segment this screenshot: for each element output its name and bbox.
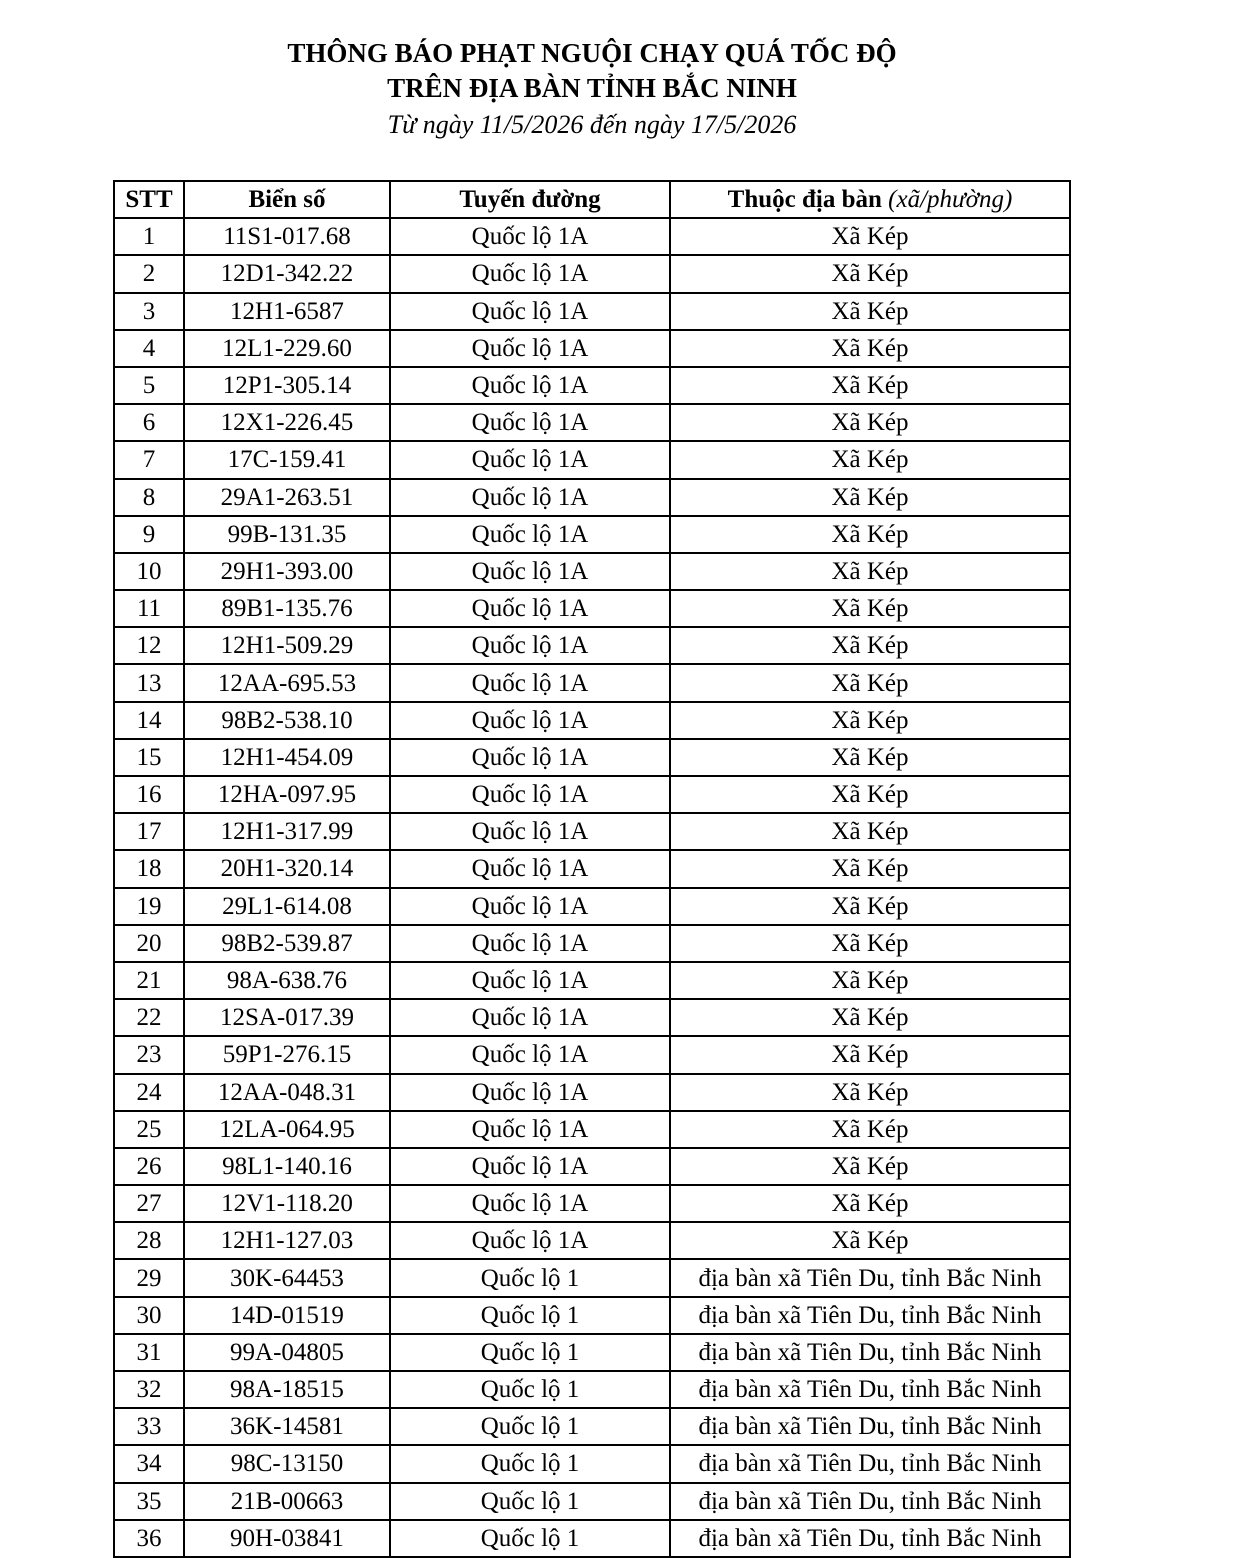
cell-road: Quốc lộ 1A bbox=[390, 553, 670, 590]
table-row bbox=[114, 850, 1070, 887]
cell-area: Xã Kép bbox=[670, 1222, 1070, 1259]
cell-area: Xã Kép bbox=[670, 664, 1070, 701]
table-row bbox=[114, 702, 1070, 739]
cell-plate: 98C-13150 bbox=[184, 1445, 390, 1482]
table-row bbox=[114, 962, 1070, 999]
cell-area: Xã Kép bbox=[670, 925, 1070, 962]
table-row bbox=[114, 1334, 1070, 1371]
cell-stt: 22 bbox=[114, 999, 184, 1036]
table-row bbox=[114, 479, 1070, 516]
cell-area: Xã Kép bbox=[670, 1185, 1070, 1222]
cell-road: Quốc lộ 1A bbox=[390, 1185, 670, 1222]
cell-road: Quốc lộ 1A bbox=[390, 441, 670, 478]
cell-road: Quốc lộ 1A bbox=[390, 962, 670, 999]
cell-plate: 12H1-6587 bbox=[184, 293, 390, 330]
cell-road: Quốc lộ 1A bbox=[390, 255, 670, 292]
table-row bbox=[114, 813, 1070, 850]
cell-stt: 9 bbox=[114, 516, 184, 553]
cell-road: Quốc lộ 1A bbox=[390, 479, 670, 516]
cell-plate: 30K-64453 bbox=[184, 1259, 390, 1296]
cell-stt: 31 bbox=[114, 1334, 184, 1371]
cell-area: địa bàn xã Tiên Du, tỉnh Bắc Ninh bbox=[670, 1297, 1070, 1334]
header-area bbox=[670, 181, 1070, 218]
table-row bbox=[114, 1111, 1070, 1148]
document-title-line-2: TRÊN ĐỊA BÀN TỈNH BẮC NINH bbox=[387, 73, 797, 103]
cell-plate: 12AA-695.53 bbox=[184, 664, 390, 701]
table-row bbox=[114, 627, 1070, 664]
table-row bbox=[114, 1259, 1070, 1296]
cell-stt: 17 bbox=[114, 813, 184, 850]
cell-stt: 8 bbox=[114, 479, 184, 516]
cell-plate: 20H1-320.14 bbox=[184, 850, 390, 887]
cell-stt: 2 bbox=[114, 255, 184, 292]
cell-stt: 15 bbox=[114, 739, 184, 776]
cell-road: Quốc lộ 1A bbox=[390, 702, 670, 739]
cell-area: Xã Kép bbox=[670, 404, 1070, 441]
cell-road: Quốc lộ 1A bbox=[390, 293, 670, 330]
table-row bbox=[114, 888, 1070, 925]
cell-plate: 12D1-342.22 bbox=[184, 255, 390, 292]
cell-area: Xã Kép bbox=[670, 627, 1070, 664]
header-road: Tuyến đường bbox=[390, 181, 670, 218]
cell-stt: 29 bbox=[114, 1259, 184, 1296]
cell-plate: 12V1-118.20 bbox=[184, 1185, 390, 1222]
cell-plate: 99B-131.35 bbox=[184, 516, 390, 553]
cell-area: Xã Kép bbox=[670, 516, 1070, 553]
cell-plate: 17C-159.41 bbox=[184, 441, 390, 478]
document-title: THÔNG BÁO PHẠT NGUỘI CHẠY QUÁ TỐC ĐỘ bbox=[287, 38, 897, 68]
cell-area: Xã Kép bbox=[670, 962, 1070, 999]
table-row bbox=[114, 1185, 1070, 1222]
cell-stt: 28 bbox=[114, 1222, 184, 1259]
table-row bbox=[114, 925, 1070, 962]
table-row bbox=[114, 330, 1070, 367]
cell-plate: 59P1-276.15 bbox=[184, 1036, 390, 1073]
cell-road: Quốc lộ 1 bbox=[390, 1371, 670, 1408]
cell-area: Xã Kép bbox=[670, 702, 1070, 739]
cell-area: Xã Kép bbox=[670, 330, 1070, 367]
table-row bbox=[114, 1297, 1070, 1334]
cell-plate: 90H-03841 bbox=[184, 1520, 390, 1557]
cell-stt: 32 bbox=[114, 1371, 184, 1408]
cell-road: Quốc lộ 1A bbox=[390, 776, 670, 813]
cell-plate: 36K-14581 bbox=[184, 1408, 390, 1445]
table-row bbox=[114, 664, 1070, 701]
cell-area: Xã Kép bbox=[670, 367, 1070, 404]
cell-plate: 21B-00663 bbox=[184, 1483, 390, 1520]
table-row bbox=[114, 367, 1070, 404]
cell-plate: 98B2-539.87 bbox=[184, 925, 390, 962]
cell-road: Quốc lộ 1A bbox=[390, 664, 670, 701]
cell-plate: 99A-04805 bbox=[184, 1334, 390, 1371]
cell-area: Xã Kép bbox=[670, 813, 1070, 850]
cell-stt: 25 bbox=[114, 1111, 184, 1148]
cell-plate: 98B2-538.10 bbox=[184, 702, 390, 739]
table-row bbox=[114, 1148, 1070, 1185]
header-area-note: (xã/phường) bbox=[888, 186, 1013, 214]
cell-area: Xã Kép bbox=[670, 479, 1070, 516]
cell-plate: 29H1-393.00 bbox=[184, 553, 390, 590]
cell-stt: 14 bbox=[114, 702, 184, 739]
cell-area: địa bàn xã Tiên Du, tỉnh Bắc Ninh bbox=[670, 1334, 1070, 1371]
cell-area: Xã Kép bbox=[670, 1036, 1070, 1073]
cell-road: Quốc lộ 1A bbox=[390, 516, 670, 553]
table-row bbox=[114, 441, 1070, 478]
cell-stt: 13 bbox=[114, 664, 184, 701]
table-row bbox=[114, 404, 1070, 441]
cell-road: Quốc lộ 1A bbox=[390, 1036, 670, 1073]
cell-stt: 36 bbox=[114, 1520, 184, 1557]
cell-road: Quốc lộ 1A bbox=[390, 888, 670, 925]
date-range-subtitle: Từ ngày 11/5/2026 đến ngày 17/5/2026 bbox=[387, 110, 797, 139]
cell-stt: 3 bbox=[114, 293, 184, 330]
table-header-row bbox=[114, 181, 1070, 218]
cell-stt: 5 bbox=[114, 367, 184, 404]
cell-road: Quốc lộ 1 bbox=[390, 1408, 670, 1445]
cell-stt: 23 bbox=[114, 1036, 184, 1073]
cell-plate: 12X1-226.45 bbox=[184, 404, 390, 441]
cell-area: địa bàn xã Tiên Du, tỉnh Bắc Ninh bbox=[670, 1371, 1070, 1408]
table-row bbox=[114, 553, 1070, 590]
cell-stt: 1 bbox=[114, 218, 184, 255]
header-area-label: Thuộc địa bàn bbox=[727, 186, 882, 214]
cell-road: Quốc lộ 1A bbox=[390, 739, 670, 776]
cell-plate: 29A1-263.51 bbox=[184, 479, 390, 516]
cell-plate: 98A-18515 bbox=[184, 1371, 390, 1408]
cell-stt: 21 bbox=[114, 962, 184, 999]
cell-area: Xã Kép bbox=[670, 1074, 1070, 1111]
table-row bbox=[114, 1222, 1070, 1259]
table-body bbox=[114, 218, 1070, 1557]
cell-plate: 14D-01519 bbox=[184, 1297, 390, 1334]
cell-area: địa bàn xã Tiên Du, tỉnh Bắc Ninh bbox=[670, 1259, 1070, 1296]
table-row bbox=[114, 255, 1070, 292]
cell-plate: 12AA-048.31 bbox=[184, 1074, 390, 1111]
cell-area: địa bàn xã Tiên Du, tỉnh Bắc Ninh bbox=[670, 1483, 1070, 1520]
table-row bbox=[114, 1036, 1070, 1073]
cell-stt: 33 bbox=[114, 1408, 184, 1445]
cell-road: Quốc lộ 1A bbox=[390, 218, 670, 255]
cell-area: địa bàn xã Tiên Du, tỉnh Bắc Ninh bbox=[670, 1445, 1070, 1482]
cell-road: Quốc lộ 1 bbox=[390, 1259, 670, 1296]
cell-road: Quốc lộ 1 bbox=[390, 1520, 670, 1557]
table-row bbox=[114, 293, 1070, 330]
cell-stt: 35 bbox=[114, 1483, 184, 1520]
table-row bbox=[114, 1520, 1070, 1557]
cell-stt: 26 bbox=[114, 1148, 184, 1185]
cell-area: Xã Kép bbox=[670, 293, 1070, 330]
cell-plate: 12LA-064.95 bbox=[184, 1111, 390, 1148]
cell-area: Xã Kép bbox=[670, 739, 1070, 776]
cell-plate: 12HA-097.95 bbox=[184, 776, 390, 813]
table-row bbox=[114, 590, 1070, 627]
cell-plate: 12H1-509.29 bbox=[184, 627, 390, 664]
cell-road: Quốc lộ 1A bbox=[390, 404, 670, 441]
cell-plate: 11S1-017.68 bbox=[184, 218, 390, 255]
table-row bbox=[114, 1408, 1070, 1445]
cell-road: Quốc lộ 1 bbox=[390, 1334, 670, 1371]
cell-area: Xã Kép bbox=[670, 1111, 1070, 1148]
cell-area: Xã Kép bbox=[670, 999, 1070, 1036]
cell-stt: 34 bbox=[114, 1445, 184, 1482]
cell-road: Quốc lộ 1 bbox=[390, 1483, 670, 1520]
cell-stt: 20 bbox=[114, 925, 184, 962]
cell-road: Quốc lộ 1A bbox=[390, 1148, 670, 1185]
cell-area: Xã Kép bbox=[670, 850, 1070, 887]
cell-plate: 12H1-127.03 bbox=[184, 1222, 390, 1259]
cell-plate: 12H1-454.09 bbox=[184, 739, 390, 776]
cell-plate: 12H1-317.99 bbox=[184, 813, 390, 850]
cell-road: Quốc lộ 1A bbox=[390, 330, 670, 367]
table-row bbox=[114, 999, 1070, 1036]
cell-road: Quốc lộ 1A bbox=[390, 1074, 670, 1111]
violations-table bbox=[113, 180, 1071, 1558]
cell-area: Xã Kép bbox=[670, 441, 1070, 478]
table-row bbox=[114, 1371, 1070, 1408]
cell-area: Xã Kép bbox=[670, 888, 1070, 925]
table-row bbox=[114, 1445, 1070, 1482]
cell-road: Quốc lộ 1A bbox=[390, 999, 670, 1036]
header-stt: STT bbox=[114, 181, 184, 218]
cell-stt: 19 bbox=[114, 888, 184, 925]
cell-road: Quốc lộ 1A bbox=[390, 925, 670, 962]
cell-road: Quốc lộ 1A bbox=[390, 813, 670, 850]
cell-area: Xã Kép bbox=[670, 776, 1070, 813]
cell-stt: 10 bbox=[114, 553, 184, 590]
cell-stt: 24 bbox=[114, 1074, 184, 1111]
cell-area: địa bàn xã Tiên Du, tỉnh Bắc Ninh bbox=[670, 1520, 1070, 1557]
cell-stt: 7 bbox=[114, 441, 184, 478]
cell-road: Quốc lộ 1A bbox=[390, 850, 670, 887]
table-row bbox=[114, 776, 1070, 813]
cell-plate: 98A-638.76 bbox=[184, 962, 390, 999]
cell-road: Quốc lộ 1A bbox=[390, 627, 670, 664]
cell-stt: 4 bbox=[114, 330, 184, 367]
cell-stt: 27 bbox=[114, 1185, 184, 1222]
cell-stt: 18 bbox=[114, 850, 184, 887]
table-row bbox=[114, 739, 1070, 776]
cell-stt: 11 bbox=[114, 590, 184, 627]
cell-stt: 30 bbox=[114, 1297, 184, 1334]
table-row bbox=[114, 218, 1070, 255]
cell-plate: 29L1-614.08 bbox=[184, 888, 390, 925]
table-row bbox=[114, 516, 1070, 553]
cell-stt: 12 bbox=[114, 627, 184, 664]
cell-plate: 12P1-305.14 bbox=[184, 367, 390, 404]
cell-area: Xã Kép bbox=[670, 553, 1070, 590]
cell-area: Xã Kép bbox=[670, 1148, 1070, 1185]
cell-plate: 98L1-140.16 bbox=[184, 1148, 390, 1185]
table-row bbox=[114, 1483, 1070, 1520]
cell-area: địa bàn xã Tiên Du, tỉnh Bắc Ninh bbox=[670, 1408, 1070, 1445]
cell-plate: 12SA-017.39 bbox=[184, 999, 390, 1036]
header-plate: Biển số bbox=[184, 181, 390, 218]
cell-road: Quốc lộ 1 bbox=[390, 1297, 670, 1334]
cell-stt: 16 bbox=[114, 776, 184, 813]
cell-road: Quốc lộ 1A bbox=[390, 1111, 670, 1148]
cell-road: Quốc lộ 1A bbox=[390, 367, 670, 404]
cell-road: Quốc lộ 1A bbox=[390, 1222, 670, 1259]
cell-plate: 89B1-135.76 bbox=[184, 590, 390, 627]
cell-plate: 12L1-229.60 bbox=[184, 330, 390, 367]
cell-area: Xã Kép bbox=[670, 255, 1070, 292]
cell-road: Quốc lộ 1A bbox=[390, 590, 670, 627]
cell-area: Xã Kép bbox=[670, 590, 1070, 627]
cell-stt: 6 bbox=[114, 404, 184, 441]
table-row bbox=[114, 1074, 1070, 1111]
cell-area: Xã Kép bbox=[670, 218, 1070, 255]
cell-road: Quốc lộ 1 bbox=[390, 1445, 670, 1482]
